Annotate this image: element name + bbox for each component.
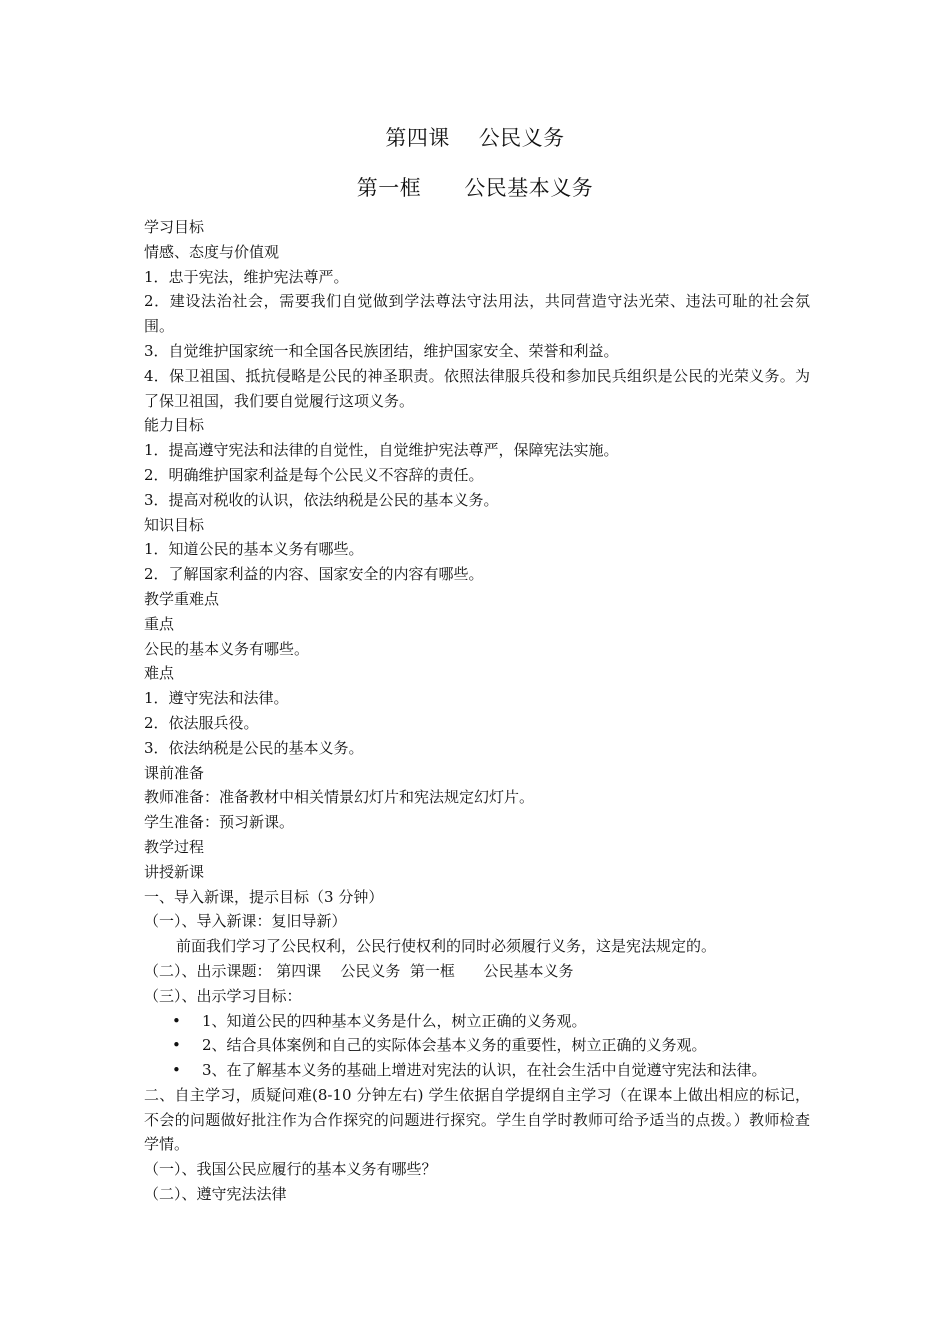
intro-paragraph: 前面我们学习了公民权利，公民行使权利的同时必须履行义务，这是宪法规定的。 xyxy=(176,937,717,956)
bullet-item xyxy=(144,1033,810,1058)
subheading-new-lesson: 讲授新课 xyxy=(144,862,205,881)
bullet-text: 2、结合具体案例和自己的实际体会基本义务的重要性，树立正确的义务观。 xyxy=(202,1036,707,1055)
bullet-symbol: • xyxy=(172,1036,181,1055)
subheading-emotion-values: 情感、态度与价值观 xyxy=(144,242,280,261)
heading-learning-goals: 学习目标 xyxy=(144,218,205,236)
heading-preparation: 课前准备 xyxy=(144,763,205,782)
goal-item: 3．提高对税收的认识，依法纳税是公民的基本义务。 xyxy=(144,490,499,509)
difficult-point-item: 2．依法服兵役。 xyxy=(144,713,259,732)
step-one-sub-2: （二）、出示课题： 第四课 公民义务 第一框 公民基本义务 xyxy=(144,961,574,980)
step-one-heading: 一、导入新课，提示目标（3 分钟） xyxy=(144,887,384,906)
step-two-paragraph: 二、自主学习，质疑问难(8-10 分钟左右) 学生依据自学提纲自主学习（在课本上做出相应的标记，不会的问题做好批注作为合作探究的问题进行探究。学生自学时教师可给予适当的点拨。）教师检查学情。 xyxy=(144,1085,810,1154)
teacher-preparation: 教师准备：准备教材中相关情景幻灯片和宪法规定幻灯片。 xyxy=(144,788,535,807)
lesson-title: 第四课 公民义务 xyxy=(385,126,565,150)
difficult-point-item: 1．遵守宪法和法律。 xyxy=(144,689,289,708)
student-preparation: 学生准备：预习新课。 xyxy=(144,813,295,832)
key-point-text: 公民的基本义务有哪些。 xyxy=(144,639,310,658)
goal-item: 1．知道公民的基本义务有哪些。 xyxy=(144,540,364,559)
goal-item: 2．明确维护国家利益是每个公民义不容辞的责任。 xyxy=(144,465,484,484)
step-two-question-1: （一）、我国公民应履行的基本义务有哪些？ xyxy=(144,1160,437,1179)
bullet-symbol: • xyxy=(172,1061,181,1080)
document-body xyxy=(144,215,810,1207)
goal-item: 2．建设法治社会，需要我们自觉做到学法尊法守法用法，共同营造守法光荣、违法可耻的社会氛围。 xyxy=(144,292,810,336)
bullet-text: 3、在了解基本义务的基础上增进对宪法的认识，在社会生活中自觉遵守宪法和法律。 xyxy=(202,1061,767,1080)
subheading-key-point: 重点 xyxy=(144,614,175,633)
step-one-sub-3: （三）、出示学习目标： xyxy=(144,986,302,1005)
goal-item: 4．保卫祖国、抵抗侵略是公民的神圣职责。依照法律服兵役和参加民兵组织是公民的光荣义务。为了保卫祖国，我们要自觉履行这项义务。 xyxy=(144,366,810,410)
heading-key-difficult-points: 教学重难点 xyxy=(144,589,220,608)
step-one-sub-1: （一）、导入新课：复旧导新） xyxy=(144,912,347,931)
heading-teaching-process: 教学过程 xyxy=(144,837,205,856)
subheading-knowledge-goals: 知识目标 xyxy=(144,515,205,534)
subheading-ability-goals: 能力目标 xyxy=(144,416,205,435)
bullet-symbol: • xyxy=(172,1011,181,1030)
bullet-item xyxy=(144,1058,810,1083)
step-two-question-2: （二）、遵守宪法法律 xyxy=(144,1185,287,1204)
goal-item: 1．忠于宪法，维护宪法尊严。 xyxy=(144,267,349,286)
section-title: 第一框 公民基本义务 xyxy=(356,176,594,200)
goal-item: 3．自觉维护国家统一和全国各民族团结，维护国家安全、荣誉和利益。 xyxy=(144,341,619,360)
bullet-text: 1、知道公民的四种基本义务是什么，树立正确的义务观。 xyxy=(202,1011,587,1030)
goal-item: 2．了解国家利益的内容、国家安全的内容有哪些。 xyxy=(144,565,484,584)
bullet-item xyxy=(144,1009,810,1034)
goal-item: 1．提高遵守宪法和法律的自觉性，自觉维护宪法尊严，保障宪法实施。 xyxy=(144,441,619,460)
difficult-point-item: 3．依法纳税是公民的基本义务。 xyxy=(144,738,364,757)
subheading-difficult-point: 难点 xyxy=(144,664,175,683)
